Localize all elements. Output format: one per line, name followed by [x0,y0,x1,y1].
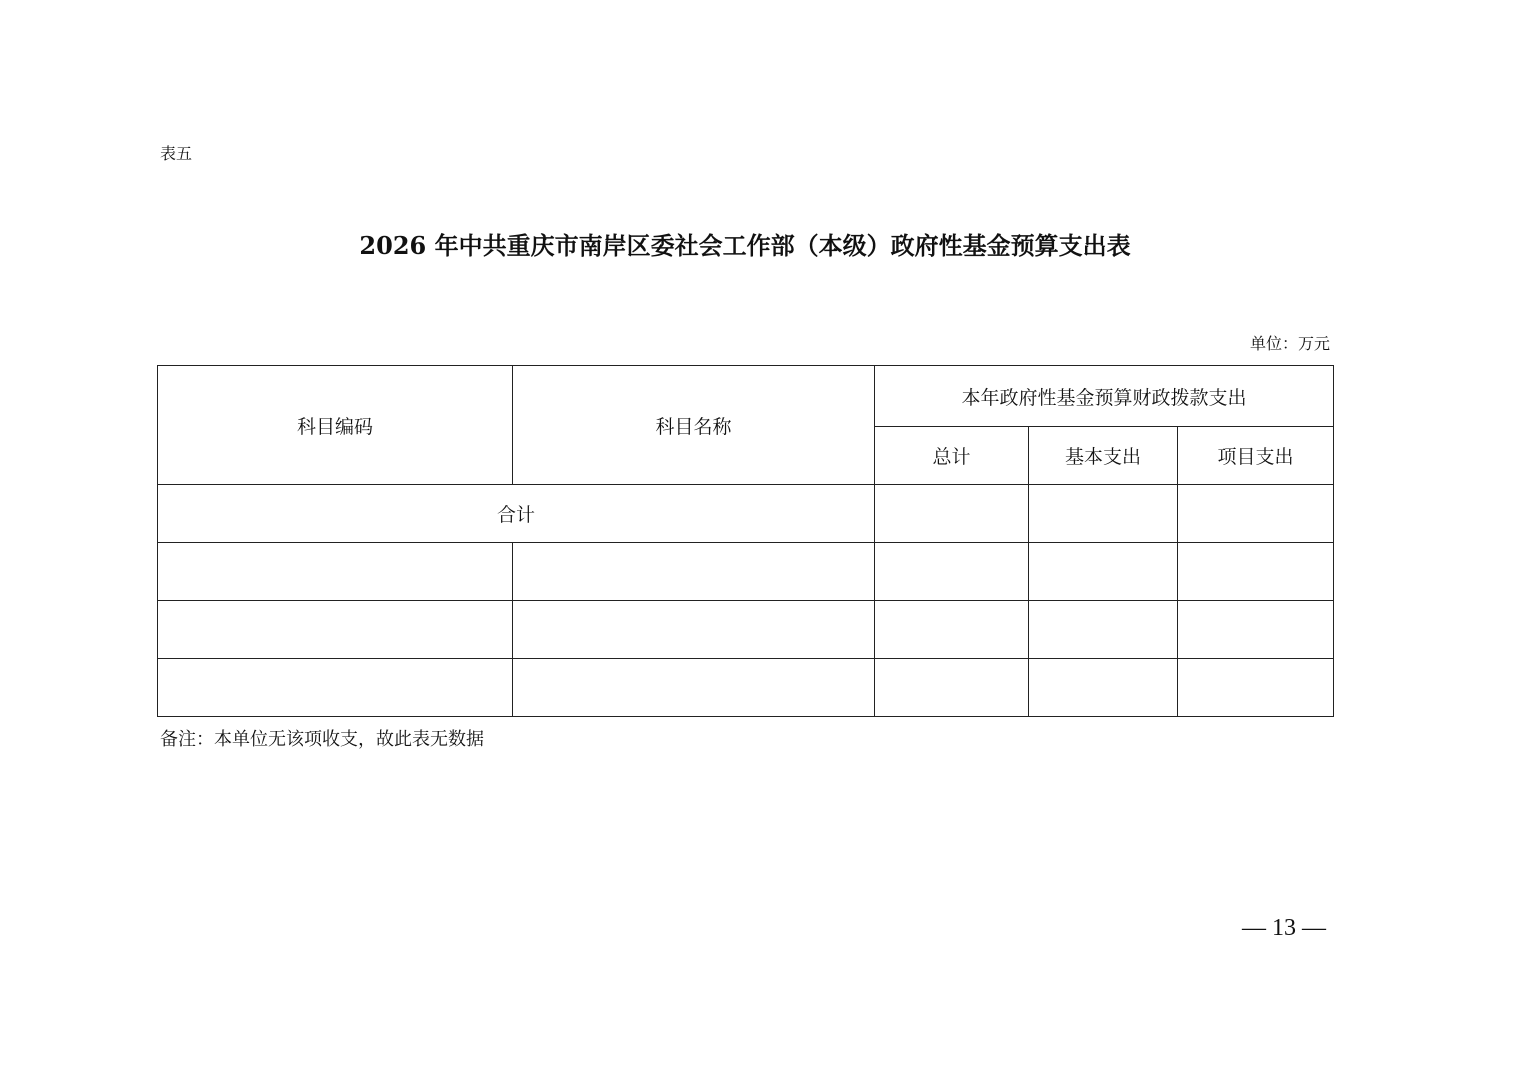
row-basic [1029,543,1178,601]
header-basic-expenditure: 基本支出 [1029,427,1178,485]
total-row [158,485,1334,543]
total-row-label: 合计 [158,485,875,543]
row-code [158,601,513,659]
table-header-row [158,366,1334,427]
row-project [1178,659,1334,717]
row-name [513,659,875,717]
total-row-total [875,485,1029,543]
budget-table [157,365,1334,717]
unit-label: 单位：万元 [1249,334,1330,353]
header-total: 总计 [875,427,1029,485]
row-name [513,543,875,601]
row-code [158,659,513,717]
table-row [158,659,1334,717]
table-row [158,601,1334,659]
row-code [158,543,513,601]
table-note: 备注：本单位无该项收支，故此表无数据 [160,729,484,750]
header-subject-code: 科目编码 [158,366,513,485]
table-row [158,543,1334,601]
header-fund-expenditure-group: 本年政府性基金预算财政拨款支出 [875,366,1334,427]
total-row-project [1178,485,1334,543]
row-total [875,601,1029,659]
header-project-expenditure: 项目支出 [1178,427,1334,485]
table-number-label: 表五 [160,144,193,163]
row-basic [1029,601,1178,659]
row-basic [1029,659,1178,717]
row-name [513,601,875,659]
document-title: 2026 年中共重庆市南岸区委社会工作部（本级）政府性基金预算支出表 [359,231,1131,260]
page-number: — 13 — [1242,915,1326,941]
header-subject-name: 科目名称 [513,366,875,485]
row-project [1178,601,1334,659]
row-total [875,659,1029,717]
row-project [1178,543,1334,601]
row-total [875,543,1029,601]
total-row-basic [1029,485,1178,543]
